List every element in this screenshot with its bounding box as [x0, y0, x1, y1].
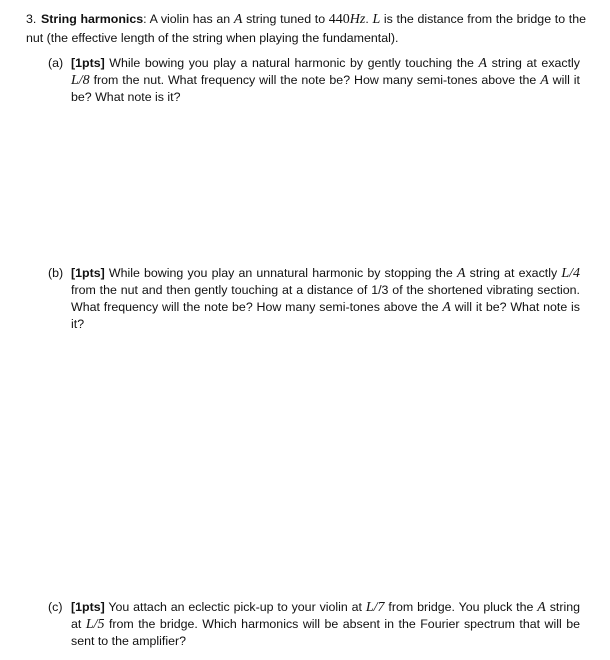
part-c-text-1: You attach an eclectic pick-up to your violin at: [104, 600, 366, 614]
part-c-text-2: from bridge. You pluck the: [384, 600, 538, 614]
part-a-text: [71, 55, 580, 106]
part-c-math-2: A: [537, 600, 546, 615]
part-c-points: [1pts]: [71, 600, 105, 614]
part-b: [48, 265, 580, 333]
part-c-label: (c): [48, 600, 63, 614]
part-c: [48, 599, 580, 650]
part-a-math-1: A: [478, 56, 488, 71]
frequency-unit: Hz: [349, 12, 366, 27]
intro-text-2: string tuned to: [242, 12, 329, 26]
part-a: [48, 55, 580, 106]
part-a-text-4: will it be? What note is it?: [71, 73, 580, 104]
part-b-math-2: L/4: [561, 266, 580, 281]
part-a-points: [1pts]: [71, 56, 105, 70]
problem-title: String harmonics: [41, 12, 144, 26]
part-c-text-4: from the bridge. Which harmonics will be absent in the Fourier spectrum that will be sent to the amplifier?: [71, 617, 580, 648]
part-c-text: [71, 599, 580, 650]
part-b-text-4: will it be? What note is it?: [71, 300, 581, 331]
intro-text-3: .: [365, 12, 373, 26]
intro-text-4: is the distance from the bridge to the nut (the effective length of the string when playing the fundamental).: [26, 12, 586, 45]
var-l: L: [372, 12, 381, 27]
part-a-text-1: While bowing you play a natural harmonic by gently touching the: [104, 56, 479, 70]
frequency-value: 440: [328, 12, 350, 27]
part-a-math-2: L/8: [71, 73, 90, 88]
part-b-math-3: A: [442, 300, 451, 315]
part-b-math-1: A: [456, 266, 466, 281]
part-a-label: (a): [48, 56, 64, 70]
problem-3: [26, 10, 586, 47]
intro-text-1: : A violin has an: [143, 12, 234, 26]
part-b-text: [71, 265, 580, 333]
part-c-text-3: string at: [71, 600, 580, 631]
part-b-text-1: While bowing you play an unnatural harmonic by stopping the: [104, 266, 457, 280]
problem-number: 3.: [26, 12, 37, 26]
part-a-math-3: A: [540, 73, 549, 88]
var-a: A: [233, 12, 243, 27]
part-a-text-2: string at exactly: [487, 56, 580, 70]
part-c-math-1: L/7: [365, 600, 385, 615]
part-b-points: [1pts]: [71, 266, 105, 280]
part-b-label: (b): [48, 266, 64, 280]
part-b-text-2: string at exactly: [465, 266, 562, 280]
problem-statement: [26, 10, 586, 47]
part-c-math-3: L/5: [85, 617, 105, 632]
part-a-text-3: from the nut. What frequency will the note be? How many semi-tones above the: [89, 73, 541, 87]
part-b-text-3: from the nut and then gently touching at a distance of 1/3 of the shortened vibrating section. What frequency will the note be? How many semi-tones above the: [71, 283, 580, 314]
